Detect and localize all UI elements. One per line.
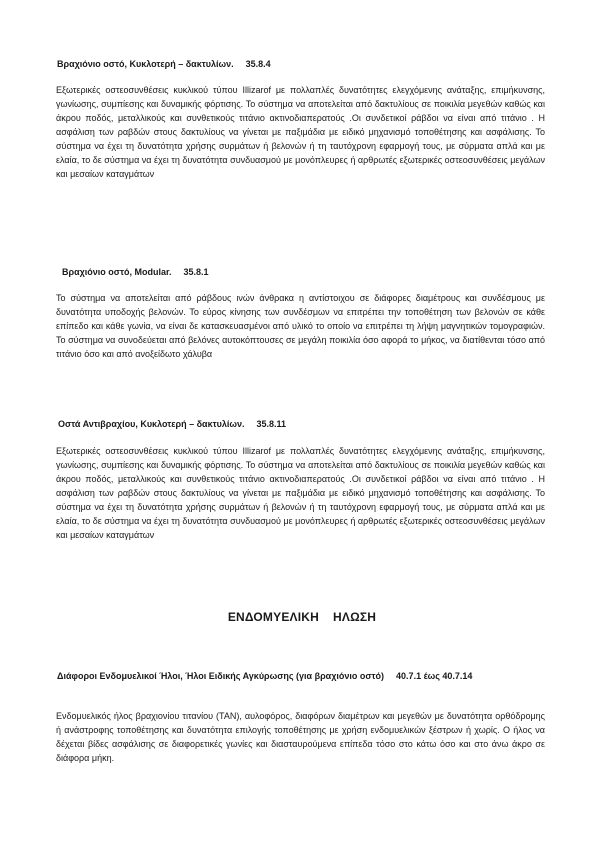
section-heading (57, 670, 472, 682)
section-paragraph: Ενδομυελικός ήλος βραχιονίου τιτανίου (ΤΑΝ), αυλοφόρος, διαφόρων διαμέτρων και μεγεθών με δυνατότητα ορθόδρομης ή ανάστροφης τοποθέτησης και δυνατότητα επιλογής τοποθέτησης με χρήση ενδομυελικών ξέστρων ή χωρίς. Ο ήλος να δέχεται βίδες ασφάλισης σε διαφορετικές γωνίες και διασταυρούμενα επίπεδα τόσο στο κάτω όσο και στο άνω άκρο σε διάφορα μήκη. (56, 711, 545, 763)
section-code: 35.8.11 (256, 419, 286, 429)
section-paragraph: Εξωτερικές οστεοσυνθέσεις κυκλικού τύπου Illizarof με πολλαπλές δυνατότητες ελεγχόμενης ανάταξης, επιμήκυνσης, γωνίωσης, συμπίεσης και δυναμικής φόρτισης. Το σύστημα να αποτελείται από δακτυλίους σε ποικιλία μεγεθών καθώς και άκρου ποδός, μεταλλικούς και συνθετικούς τιτάνιο ακτινοδιαπερατούς .Οι συνδετικοί ράβδοι να είναι από τιτάνιο . Η ασφάλιση των ραβδών στους δακτυλίους να γίνεται με παξιμάδια με ειδικό μηχανισμό τοποθέτησης και ασφάλισης. Το σύστημα να έχει τη δυνατότητα χρήσης συρμάτων ή βελονών ή τη ταυτόχρονη εφαρμογή τους, με σύρματα απλά και με ελαία, το δε σύστημα να έχει τη δυνατότητα συνδυασμού με μονόπλευρες ή αρθρωτές εξωτερικές οστεοσυνθέσεις μεγάλων και μεσαίων καταγμάτων (56, 446, 545, 540)
section-title: Διάφοροι Ενδομυελικοί Ήλοι, Ήλοι Ειδικής Αγκύρωσης (για βραχιόνιο οστό) (57, 671, 385, 681)
section-code: 35.8.4 (245, 59, 271, 69)
main-heading-word-1: ΕΝΔΟΜΥΕΛΙΚΗ (227, 610, 319, 624)
main-heading-word-2: ΗΛΩΣΗ (333, 610, 377, 624)
section-paragraph: Εξωτερικές οστεοσυνθέσεις κυκλικού τύπου Illizarof με πολλαπλές δυνατότητες ελεγχόμενης ανάταξης, επιμήκυνσης, γωνίωσης, συμπίεσης και δυναμικής φόρτισης. Το σύστημα να αποτελείται από δακτυλίους σε ποικιλία μεγεθών καθώς και άκρου ποδός, μεταλλικούς και συνθετικούς τιτάνιο ακτινοδιαπερατούς .Οι συνδετικοί ράβδοι να είναι από τιτάνιο . Η ασφάλιση των ραβδών στους δακτυλίους να γίνεται με παξιμάδια με ειδικό μηχανισμό τοποθέτησης και ασφάλισης. Το σύστημα να έχει τη δυνατότητα χρήσης συρμάτων ή βελονών ή τη ταυτόχρονη εφαρμογή τους, με σύρματα απλά και με ελαία, το δε σύστημα να έχει τη δυνατότητα συνδυασμού με μονόπλευρες ή αρθρωτές εξωτερικές οστεοσυνθέσεις μεγάλων και μεσαίων καταγμάτων (56, 85, 545, 179)
main-heading (0, 609, 604, 625)
section-paragraph: Το σύστημα να αποτελείται από ράβδους ινών άνθρακα η αντίστοιχου σε διάφορες διαμέτρους και συνδέσμους με δυνατότητα υποδοχής βελονών. Το εύρος κίνησης των συνδέσμων να επιτρέπει την τοποθέτηση των βελονών σε κάθε επίπεδο και κάθε γωνία, να είναι δε κατασκευασμένοι από υλικό το οποίο να επιτρέπει τη λήψη μαγνητικών τομογραφιών. Το σύστημα να συνοδεύεται από βελόνες αυτοκόπτουσες σε μεγάλη ποικιλία όσο αφορά το μήκος, να διατίθενται τόσο από τιτάνιο όσο και από ανοξείδωτο χάλυβα (56, 293, 545, 359)
section-heading (62, 266, 209, 278)
section-code: 40.7.1 έως 40.7.14 (396, 671, 473, 681)
section-heading (58, 418, 286, 430)
section-title: Βραχιόνιο οστό, Modular. (62, 267, 172, 277)
section-heading (57, 58, 271, 70)
section-title: Βραχιόνιο οστό, Κυκλοτερή – δακτυλίων. (57, 59, 234, 69)
section-code: 35.8.1 (183, 267, 209, 277)
section-title: Οστά Αντιβραχίου, Κυκλοτερή – δακτυλίων. (58, 419, 245, 429)
